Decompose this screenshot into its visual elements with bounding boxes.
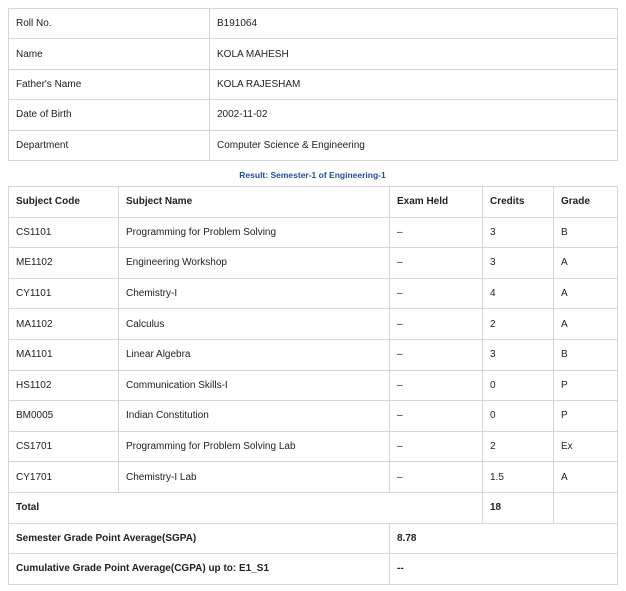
student-info-table [8, 8, 618, 161]
info-label: Name [9, 39, 210, 69]
credits: 4 [483, 278, 554, 309]
grades-table [8, 186, 618, 585]
exam-held: – [390, 248, 483, 279]
subject-row [9, 309, 618, 340]
info-row-department [9, 130, 618, 160]
credits: 2 [483, 309, 554, 340]
credits: 3 [483, 339, 554, 370]
credits: 2 [483, 431, 554, 462]
credits: 0 [483, 370, 554, 401]
info-value: KOLA RAJESHAM [210, 69, 618, 99]
info-row-date-of-birth [9, 100, 618, 130]
credits: 3 [483, 217, 554, 248]
cgpa-label: Cumulative Grade Point Average(CGPA) up to: E1_S1 [9, 554, 390, 585]
exam-held: – [390, 401, 483, 432]
subject-row [9, 278, 618, 309]
credits: 0 [483, 401, 554, 432]
total-grade-empty [554, 492, 618, 523]
subject-name: Calculus [119, 309, 390, 340]
cgpa-row [9, 554, 618, 585]
subject-code: BM0005 [9, 401, 119, 432]
subject-name: Programming for Problem Solving [119, 217, 390, 248]
subject-name: Chemistry-I Lab [119, 462, 390, 493]
grade: Ex [554, 431, 618, 462]
subject-row [9, 462, 618, 493]
subject-row [9, 431, 618, 462]
exam-held: – [390, 217, 483, 248]
header-grade: Grade [554, 187, 618, 218]
grade: P [554, 401, 618, 432]
header-subject-code: Subject Code [9, 187, 119, 218]
subject-name: Indian Constitution [119, 401, 390, 432]
info-value: 2002-11-02 [210, 100, 618, 130]
subject-name: Programming for Problem Solving Lab [119, 431, 390, 462]
subject-code: HS1102 [9, 370, 119, 401]
sgpa-label: Semester Grade Point Average(SGPA) [9, 523, 390, 554]
info-label: Department [9, 130, 210, 160]
subject-row [9, 248, 618, 279]
header-exam-held: Exam Held [390, 187, 483, 218]
subject-code: CY1101 [9, 278, 119, 309]
subject-code: CS1701 [9, 431, 119, 462]
total-row [9, 492, 618, 523]
sgpa-value: 8.78 [390, 523, 618, 554]
subject-name: Linear Algebra [119, 339, 390, 370]
subject-name: Chemistry-I [119, 278, 390, 309]
credits: 3 [483, 248, 554, 279]
subject-code: MA1102 [9, 309, 119, 340]
exam-held: – [390, 339, 483, 370]
cgpa-value: -- [390, 554, 618, 585]
subject-row [9, 370, 618, 401]
info-row-roll-no [9, 9, 618, 39]
exam-held: – [390, 370, 483, 401]
result-caption: Result: Semester-1 of Engineering-1 [239, 170, 386, 180]
grade: A [554, 309, 618, 340]
exam-held: – [390, 309, 483, 340]
credits: 1.5 [483, 462, 554, 493]
subject-row [9, 401, 618, 432]
grade: P [554, 370, 618, 401]
subject-code: ME1102 [9, 248, 119, 279]
info-row-name [9, 39, 618, 69]
subject-code: CS1101 [9, 217, 119, 248]
subject-name: Communication Skills-I [119, 370, 390, 401]
subject-row [9, 339, 618, 370]
sgpa-row [9, 523, 618, 554]
grade: A [554, 462, 618, 493]
exam-held: – [390, 431, 483, 462]
grade: A [554, 248, 618, 279]
info-label: Roll No. [9, 9, 210, 39]
subject-name: Engineering Workshop [119, 248, 390, 279]
exam-held: – [390, 278, 483, 309]
grade: B [554, 217, 618, 248]
grades-header-row [9, 187, 618, 218]
subject-row [9, 217, 618, 248]
subject-code: CY1701 [9, 462, 119, 493]
subject-rows [9, 217, 618, 492]
exam-held: – [390, 462, 483, 493]
info-value: KOLA MAHESH [210, 39, 618, 69]
info-value: B191064 [210, 9, 618, 39]
info-row-fathers-name [9, 69, 618, 99]
info-label: Date of Birth [9, 100, 210, 130]
total-credits: 18 [483, 492, 554, 523]
info-label: Father's Name [9, 69, 210, 99]
header-subject-name: Subject Name [119, 187, 390, 218]
total-label: Total [9, 492, 483, 523]
info-value: Computer Science & Engineering [210, 130, 618, 160]
header-credits: Credits [483, 187, 554, 218]
grade: A [554, 278, 618, 309]
grade: B [554, 339, 618, 370]
subject-code: MA1101 [9, 339, 119, 370]
